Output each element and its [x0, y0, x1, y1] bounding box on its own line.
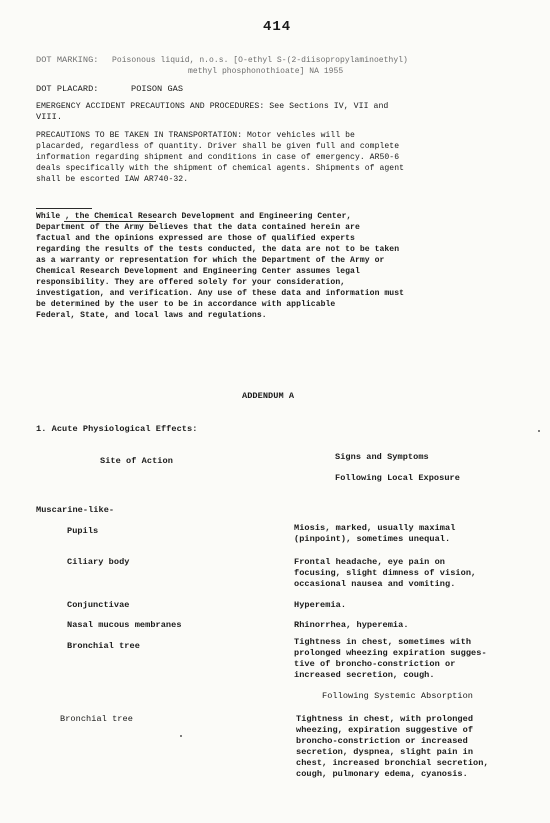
disclaimer-line7: responsibility. They are offered solely for your consideration,	[36, 278, 346, 287]
signs-bronchial-systemic-line6: cough, pulmonary edema, cyanosis.	[296, 769, 468, 779]
signs-conjunctivae: Hyperemia.	[294, 600, 347, 610]
disclaimer-line9: be determined by the user to be in accordance with applicable	[36, 300, 336, 309]
dot-placard-label: DOT PLACARD:	[36, 84, 99, 94]
disclaimer-line10: Federal, State, and local laws and regulations.	[36, 311, 267, 320]
scan-speck	[180, 735, 182, 737]
disclaimer-line3: factual and the opinions expressed are those of qualified experts	[36, 234, 355, 243]
dot-marking-label: DOT MARKING:	[36, 55, 99, 65]
signs-ciliary-line1: Frontal headache, eye pain on	[294, 557, 446, 567]
signs-bronchial-systemic-line2: wheezing, expiration suggestive of	[296, 725, 474, 735]
disclaimer-line2: Department of the Army believes that the data contained herein are	[36, 223, 360, 232]
column-header-site: Site of Action	[100, 456, 173, 466]
precautions-line3: information regarding shipment and conditions in case of emergency. AR50-6	[36, 153, 400, 162]
signs-pupils-line1: Miosis, marked, usually maximal	[294, 523, 456, 533]
column-header-signs: Signs and Symptoms	[335, 452, 429, 462]
site-ciliary-body: Ciliary body	[67, 557, 130, 567]
site-conjunctivae: Conjunctivae	[67, 600, 130, 610]
site-bronchial-tree-local: Bronchial tree	[67, 641, 140, 651]
emergency-line1: EMERGENCY ACCIDENT PRECAUTIONS AND PROCEDURES: See Sections IV, VII and	[36, 102, 389, 111]
signs-bronchial-systemic-line5: chest, increased bronchial secretion,	[296, 758, 489, 768]
signs-ciliary-line2: focusing, slight dimness of vision,	[294, 568, 477, 578]
signs-bronchial-systemic-line1: Tightness in chest, with prolonged	[296, 714, 474, 724]
signs-bronchial-local-line2: prolonged wheezing expiration sugges-	[294, 648, 487, 658]
dot-placard-value: POISON GAS	[131, 84, 184, 94]
section-heading: 1. Acute Physiological Effects:	[36, 424, 198, 434]
precautions-line5: shall be escorted IAW AR740-32.	[36, 175, 189, 184]
signs-nasal: Rhinorrhea, hyperemia.	[294, 620, 409, 630]
site-bronchial-tree-systemic: Bronchial tree	[60, 714, 133, 724]
disclaimer-line8: investigation, and verification. Any use of these data and information must	[36, 289, 405, 298]
emergency-line2: VIII.	[36, 112, 63, 122]
group-label: Muscarine-like-	[36, 505, 115, 515]
signs-bronchial-systemic-line3: broncho-constriction or increased	[296, 736, 468, 746]
signs-ciliary-line3: occasional nausea and vomiting.	[294, 579, 456, 589]
page-number: 414	[263, 19, 292, 35]
disclaimer-line5: as a warranty or representation for which the Department of the Army or	[36, 256, 385, 265]
precautions-line2: placarded, regardless of quantity. Driver shall be given full and complete	[36, 142, 400, 151]
local-exposure-subheading: Following Local Exposure	[335, 473, 460, 483]
precautions-line4: deals specifically with the shipment of chemical agents. Shipments of agent	[36, 164, 405, 173]
disclaimer-line6: Chemical Research Development and Engineering Center assumes legal	[36, 267, 360, 276]
site-nasal-mucous-membranes: Nasal mucous membranes	[67, 620, 182, 630]
dot-marking-value-line2: methyl phosphonothioate] NA 1955	[188, 67, 344, 76]
systemic-absorption-subheading: Following Systemic Absorption	[322, 691, 474, 701]
signs-bronchial-local-line4: increased secretion, cough.	[294, 670, 435, 680]
disclaimer-overline	[36, 208, 92, 209]
disclaimer-line4: regarding the results of the tests conducted, the data are not to be taken	[36, 245, 400, 254]
signs-bronchial-local-line1: Tightness in chest, sometimes with	[294, 637, 472, 647]
signs-bronchial-systemic-line4: secretion, dyspnea, slight pain in	[296, 747, 474, 757]
precautions-line1: PRECAUTIONS TO BE TAKEN IN TRANSPORTATION: Motor vehicles will be	[36, 131, 355, 140]
addendum-title: ADDENDUM A	[242, 391, 295, 401]
site-pupils: Pupils	[67, 526, 99, 536]
dot-marking-value-line1: Poisonous liquid, n.o.s. [O-ethyl S-(2-diisopropylaminoethyl)	[112, 56, 408, 65]
scan-speck	[538, 430, 540, 432]
disclaimer-line1: While , the Chemical Research Development and Engineering Center,	[36, 212, 352, 221]
signs-bronchial-local-line3: tive of broncho-constriction or	[294, 659, 456, 669]
signs-pupils-line2: (pinpoint), sometimes unequal.	[294, 534, 451, 544]
